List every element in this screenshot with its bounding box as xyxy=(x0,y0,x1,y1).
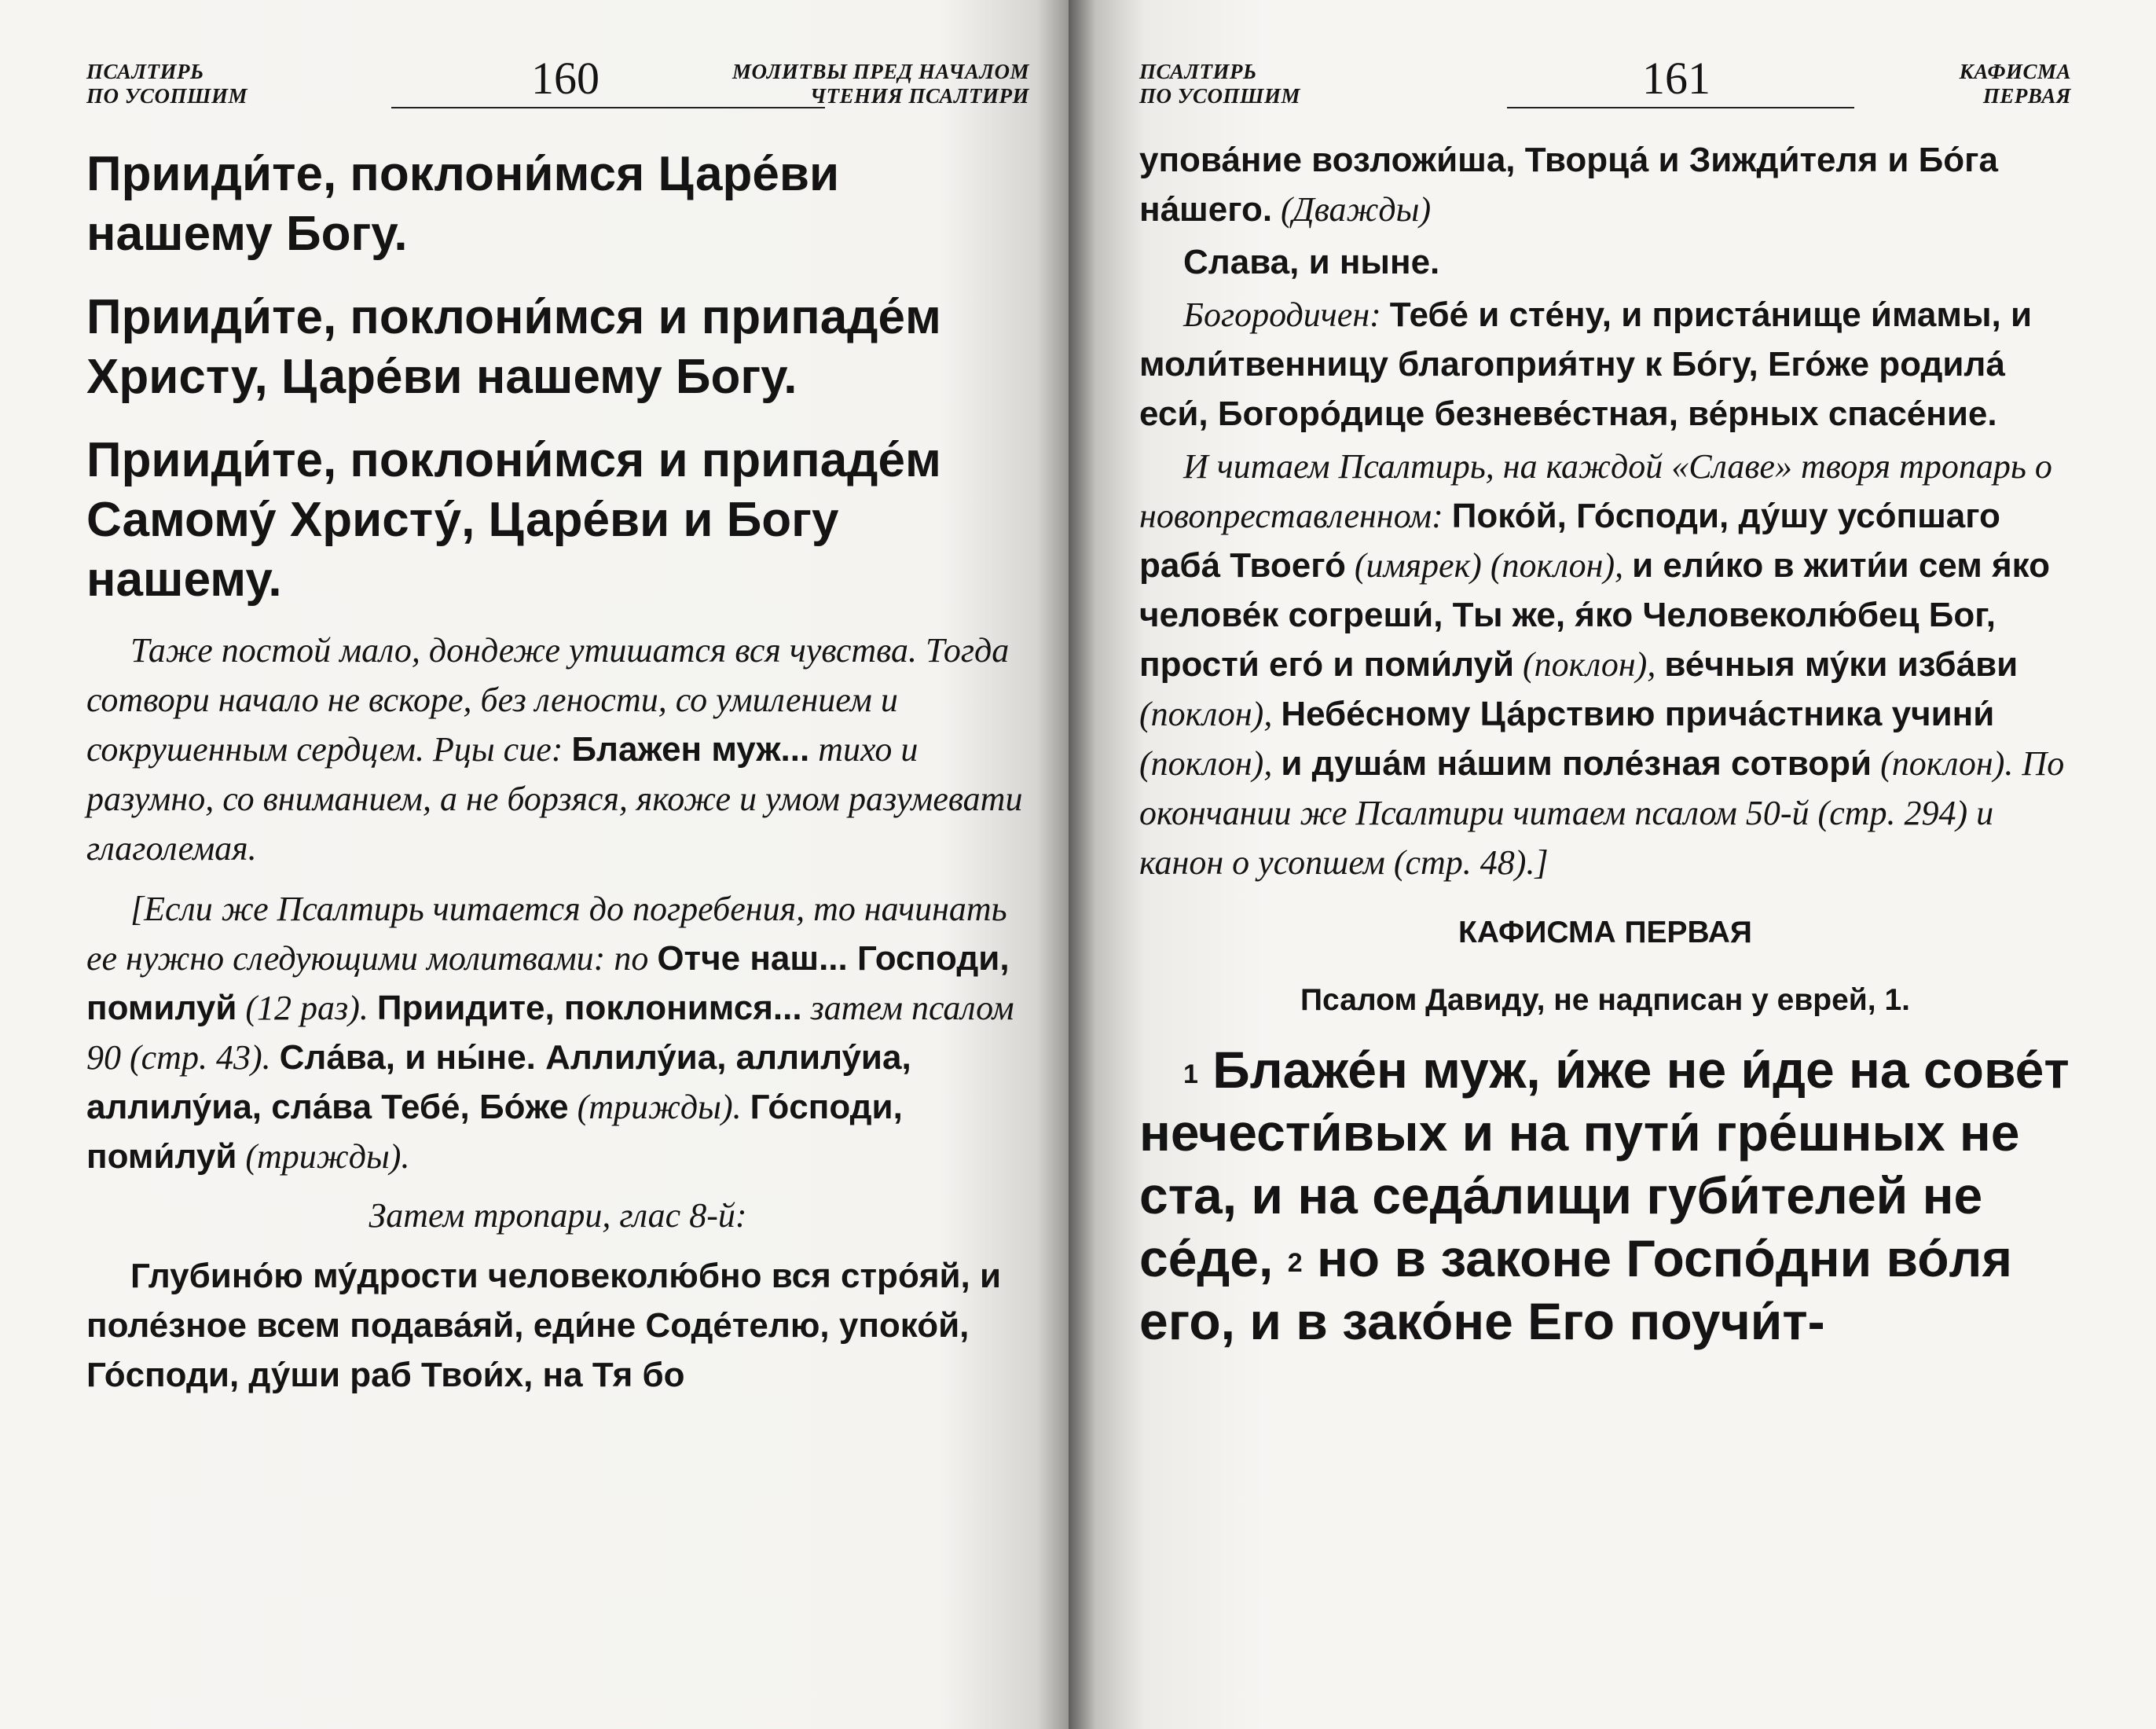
right-page-number: 161 xyxy=(1642,53,1710,104)
left-running-header xyxy=(86,53,1029,119)
left-header-section: МОЛИТВЫ ПРЕД НАЧАЛОМ ЧТЕНИЯ ПСАЛТИРИ xyxy=(732,60,1029,108)
left-page xyxy=(0,0,1069,1729)
theotokion: Богородичен: Тебе́ и сте́ну, и приста́нище и́мамы, и моли́твенницу благоприя́тну к Бо́гу, Его́же родила́ еси́, Богоро́дице безневе́стная, ве́рных спасе́ние. xyxy=(1139,296,2033,433)
right-running-header xyxy=(1139,53,2071,119)
right-header-rule xyxy=(1507,107,1854,108)
right-header-title: ПСАЛТИРЬ ПО УСОПШИМ xyxy=(1139,60,1300,108)
burial-instruction-paragraph: [Если же Псалтирь читается до погребения, то начинать ее нужно следующими молитвами: по Отче наш... Господи, помилуй (12 раз). Приидите, поклонимся... затем псалом 90 (стр. 43). Сла́ва, и ны́не. Аллилу́иа, аллилу́иа, аллилу́иа, сла́ва Тебе́, Бо́же (трижды). Го́споди, поми́луй (трижды). xyxy=(86,890,1014,1176)
prayer-2: Прииди́те, поклони́мся и припаде́м Христу, Царе́ви нашему Богу. xyxy=(86,290,941,404)
left-page-body xyxy=(86,145,1029,1400)
troparion-text: Глубино́ю му́дрости человеколю́бно вся стро́яй, и поле́зное всем подава́яй, еди́не Соде́телю, упоко́й, Го́споди, ду́ши раб Твои́х, на Тя бо xyxy=(86,1257,1002,1394)
right-page xyxy=(1069,0,2156,1729)
prayer-3: Прииди́те, поклони́мся и припаде́м Самому́ Христу́, Царе́ви и Богу нашему. xyxy=(86,433,941,607)
left-page-number: 160 xyxy=(531,53,600,104)
glory-line: Слава, и ныне. xyxy=(1183,243,1440,281)
instruction-paragraph: Таже постой мало, дондеже утишатся вся чувства. Тогда сотвори начало не вскоре, без лености, со умилением и сокрушенным сердцем. Рцы сие: Блажен муж... тихо и разумно, со вниманием, а не борзяся, якоже и умом разумевати глаголемая. xyxy=(86,631,1023,868)
right-page-body xyxy=(1139,135,2071,1353)
prayer-1: Прииди́те, поклони́мся Царе́ви нашему Богу. xyxy=(86,147,840,261)
verse-number: 2 xyxy=(1287,1248,1303,1278)
psalm-1-text: $^1$ Блаже́н муж, и́же не и́де на сове́т нечести́вых и на пути́ гре́шных не ста, и на седа́лищи губи́телей не се́де, $^2$ но в законе Госпо́дни во́ля его, и в зако́не Его поучи́т- xyxy=(1139,1041,2070,1350)
kathisma-title: КАФИСМА ПЕРВАЯ xyxy=(1458,916,1752,949)
troparion-continuation: упова́ние возложи́ша, Творца́ и Зижди́теля и Бо́га на́шего. (Дважды) xyxy=(1139,141,1998,229)
verse-number: 1 xyxy=(1183,1059,1198,1089)
troparia-intro: Затем тропари, глас 8-й: xyxy=(368,1196,747,1235)
right-header-section: КАФИСМА ПЕРВАЯ xyxy=(1959,60,2071,108)
reading-instruction: И читаем Псалтирь, на каждой «Славе» творя тропарь о новопреставленном: Поко́й, Го́споди, ду́шу усо́пшаго раба́ Твоего́ (имярек) (поклон), и ели́ко в жити́и сем я́ко челове́к согреши́, Ты же, я́ко Человеколю́бец Бог, прости́ его́ и поми́луй (поклон), ве́чныя му́ки изба́ви (поклон), Небе́сному Ца́рствию прича́стника учини́ (поклон), и душа́м на́шим поле́зная сотвори́ (поклон). По окончании же Псалтири читаем псалом 50-й (стр. 294) и канон о усопшем (стр. 48).] xyxy=(1139,447,2065,882)
psalm-title: Псалом Давиду, не надписан у еврей, 1. xyxy=(1300,983,1910,1017)
left-header-title: ПСАЛТИРЬ ПО УСОПШИМ xyxy=(86,60,248,108)
